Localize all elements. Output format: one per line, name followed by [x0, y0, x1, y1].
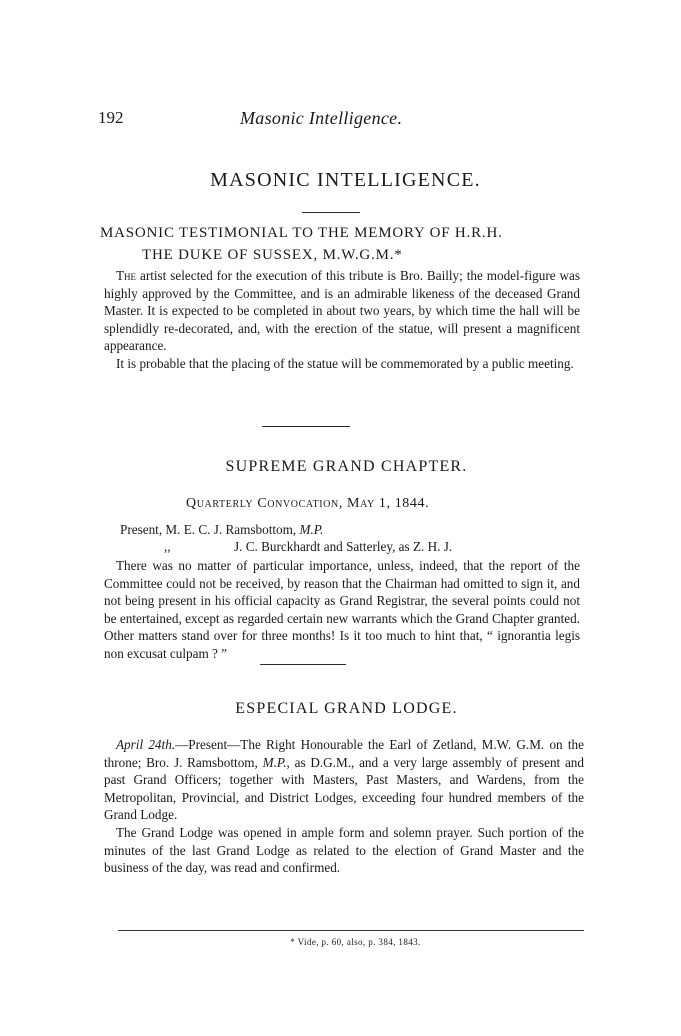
lodge-title: ESPECIAL GRAND LODGE.	[235, 700, 458, 717]
convocation-line: Quarterly Convocation, May 1, 1844.	[186, 496, 430, 511]
testimonial-lead-word: The	[116, 268, 137, 283]
present-row-2	[104, 538, 584, 555]
footnote-rule	[118, 930, 584, 931]
lodge-para1-mp: M.P.	[262, 754, 287, 770]
present-name-2: J. C. Burckhardt and Satterley, as Z. H. J.	[234, 539, 453, 555]
present-name-1: M. E. C. J. Ramsbottom,	[165, 522, 297, 537]
lodge-para1-a: —Present—The Right Honourable the Earl of Zetland, M.W. G.M. on the throne; Bro. J. Ramsbottom,	[104, 737, 584, 770]
testimonial-text	[104, 267, 580, 373]
present-list	[104, 521, 584, 555]
lodge-paragraph-1	[104, 736, 584, 824]
present-name-1-suffix: M.P.	[299, 522, 324, 537]
testimonial-heading	[100, 222, 580, 266]
testimonial-para1-body: artist selected for the execution of this tribute is Bro. Bailly; the model-figure was highly approved by the Committee, and is an admirable likeness of the deceased Grand Master. It is expected to be completed in about two years, by which time the hall will be splendidly re-decorated, and, with the erection of the statue, will present a magnificent appearance.	[104, 268, 580, 354]
chapter-paragraph: There was no matter of particular importance, unless, indeed, that the report of the Committee could not be received, by reason that the Chairman had omitted to sign it, and not being present in his official capacity as Grand Registrar, the several points could not be entertained, except as regarded certain new warrants which the Grand Chapter granted. Other matters stand over for three months! Is it too much to hint that, “ ignorantia legis non excusat culpam ? ”	[104, 558, 580, 661]
title-divider	[302, 212, 360, 213]
ditto-mark: ,,	[164, 539, 171, 555]
present-row-1	[104, 521, 584, 538]
running-title: Masonic Intelligence.	[240, 108, 403, 128]
page-title: MASONIC INTELLIGENCE.	[210, 169, 481, 191]
section-divider-2	[260, 664, 346, 665]
testimonial-heading-line2: THE DUKE OF SUSSEX, M.W.G.M.*	[142, 247, 403, 263]
lodge-text	[104, 736, 584, 877]
running-head	[98, 108, 578, 132]
testimonial-heading-line1: MASONIC TESTIMONIAL TO THE MEMORY OF H.R.H.	[100, 225, 503, 241]
page-number: 192	[98, 108, 124, 127]
lodge-para1-b: , as D.G.M., and a very large assembly of present and past Grand Officers; together with Masters, Past Masters, and Wardens, from the Metropolitan, Provincial, and District Lodges, exceeding four hundred members of the Grand Lodge.	[104, 754, 584, 823]
testimonial-paragraph-1	[104, 267, 580, 355]
lodge-paragraph-2: The Grand Lodge was opened in ample form and solemn prayer. Such portion of the minutes of the last Grand Lodge as related to the election of Grand Master and the business of the day, was read and confirmed.	[104, 824, 584, 876]
chapter-text	[104, 557, 580, 663]
lodge-date: April 24th.	[116, 737, 176, 752]
chapter-title: SUPREME GRAND CHAPTER.	[225, 458, 468, 475]
testimonial-paragraph-2: It is probable that the placing of the statue will be commemorated by a public meeting.	[116, 355, 574, 371]
section-divider-1	[262, 426, 350, 427]
present-label: Present,	[120, 522, 163, 537]
footnote: * Vide, p. 60, also, p. 384, 1843.	[290, 937, 421, 947]
